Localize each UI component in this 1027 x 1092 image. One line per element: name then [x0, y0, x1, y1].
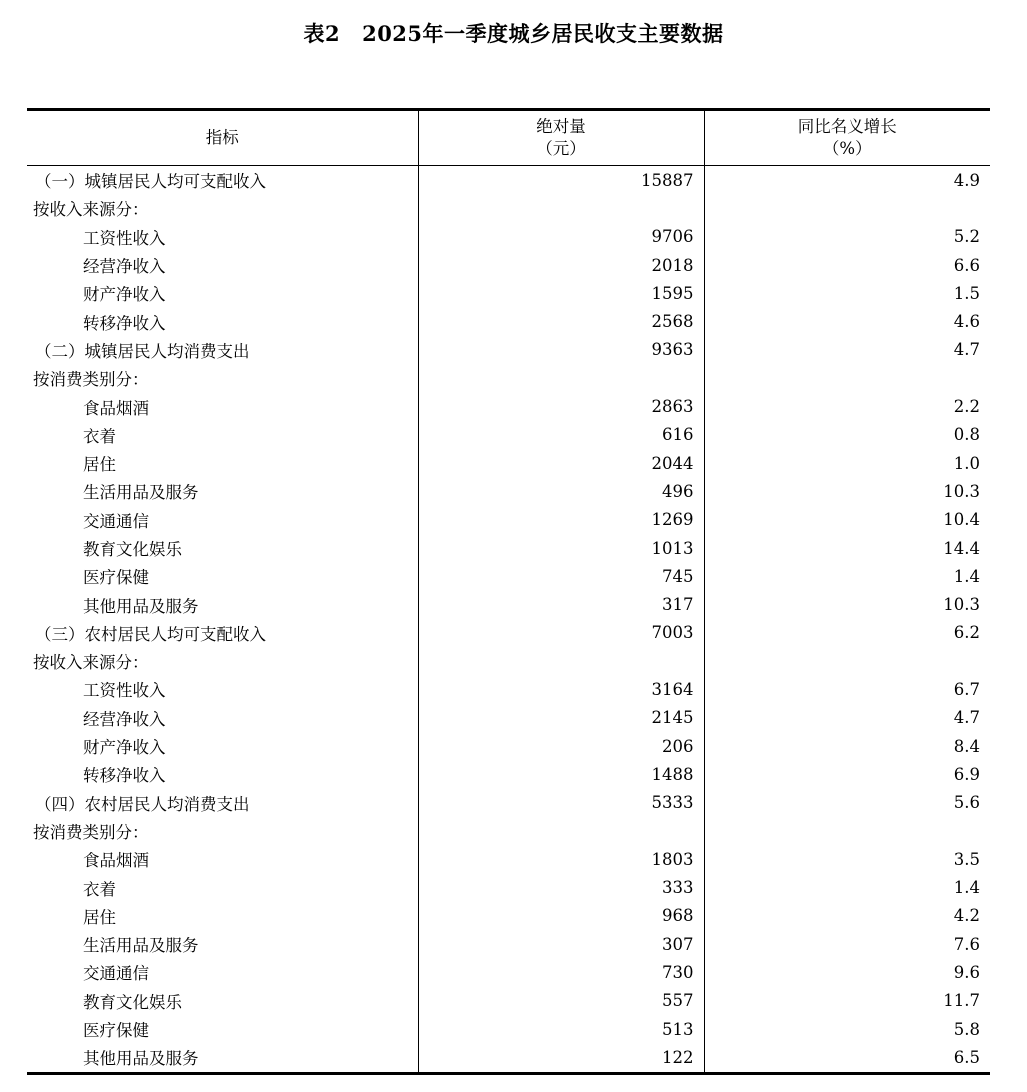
row-indicator: 交通通信 — [27, 958, 418, 986]
row-indicator: （二）城镇居民人均消费支出 — [27, 336, 418, 364]
row-indicator: 居住 — [27, 902, 418, 930]
row-indicator: 医疗保健 — [27, 1015, 418, 1043]
header-absolute-label: 绝对量 — [536, 117, 586, 136]
header-indicator: 指标 — [27, 110, 418, 166]
row-absolute-value: 9363 — [418, 336, 704, 364]
row-growth-value: 6.7 — [953, 679, 980, 699]
table-row — [27, 958, 990, 986]
row-growth-value: 6.5 — [704, 1043, 990, 1073]
table-row — [27, 873, 990, 901]
header-growth-label: 同比名义增长 — [797, 117, 897, 136]
row-indicator: 按消费类别分： — [27, 364, 418, 392]
row-growth-value: 4.2 — [953, 906, 980, 926]
row-growth-value: 10.3 — [943, 481, 980, 501]
row-growth-value: 1.4 — [953, 566, 980, 586]
row-indicator: 食品烟酒 — [27, 845, 418, 873]
header-absolute — [418, 110, 704, 166]
row-indicator: 转移净收入 — [27, 307, 418, 335]
table-row — [27, 732, 990, 760]
row-absolute-value: 307 — [418, 930, 704, 958]
row-growth-value: 14.4 — [943, 538, 980, 558]
table-row — [27, 675, 990, 703]
row-growth-value — [704, 194, 990, 222]
row-absolute-value: 7003 — [418, 619, 704, 647]
row-indicator: 衣着 — [27, 873, 418, 901]
row-absolute-value: 1595 — [418, 279, 704, 307]
table-title-text: 2025年一季度城乡居民收支主要数据 — [362, 21, 724, 46]
row-absolute-value: 616 — [418, 421, 704, 449]
row-indicator: 按收入来源分： — [27, 647, 418, 675]
row-absolute-value: 3164 — [418, 675, 704, 703]
row-indicator: 工资性收入 — [27, 223, 418, 251]
row-growth-value: 5.6 — [953, 793, 980, 813]
row-growth-value: 4.7 — [953, 708, 980, 728]
row-absolute-value: 2568 — [418, 307, 704, 335]
row-growth-value: 6.2 — [953, 623, 980, 643]
table-title — [0, 18, 1027, 48]
table-row — [27, 789, 990, 817]
row-indicator: 生活用品及服务 — [27, 477, 418, 505]
row-indicator: 转移净收入 — [27, 760, 418, 788]
table-row — [27, 704, 990, 732]
row-growth-value: 1.4 — [953, 878, 980, 898]
row-growth-value: 9.6 — [953, 962, 980, 982]
row-absolute-value — [418, 817, 704, 845]
table-row — [27, 194, 990, 222]
table-number: 表2 — [303, 21, 341, 46]
row-growth-value: 6.6 — [953, 255, 980, 275]
row-absolute-value: 557 — [418, 987, 704, 1015]
income-expenditure-table — [27, 108, 990, 1075]
row-growth-value: 10.3 — [943, 595, 980, 615]
table-row — [27, 336, 990, 364]
table-row — [27, 1015, 990, 1043]
row-indicator: （三）农村居民人均可支配收入 — [27, 619, 418, 647]
row-indicator: （四）农村居民人均消费支出 — [27, 789, 418, 817]
row-growth-value: 8.4 — [953, 736, 980, 756]
header-growth — [704, 110, 990, 166]
table-row — [27, 590, 990, 618]
table-row — [27, 477, 990, 505]
row-absolute-value: 1013 — [418, 534, 704, 562]
row-indicator: 交通通信 — [27, 506, 418, 534]
row-absolute-value: 2145 — [418, 704, 704, 732]
row-growth-value: 10.4 — [943, 510, 980, 530]
row-indicator: 按收入来源分： — [27, 194, 418, 222]
table-row — [27, 534, 990, 562]
row-growth-value: 4.6 — [953, 312, 980, 332]
row-growth-value: 6.9 — [953, 764, 980, 784]
header-absolute-unit: （元） — [536, 139, 586, 158]
row-growth-value: 0.8 — [953, 425, 980, 445]
row-indicator: 经营净收入 — [27, 251, 418, 279]
row-growth-value: 2.2 — [953, 397, 980, 417]
row-absolute-value: 496 — [418, 477, 704, 505]
table-row — [27, 364, 990, 392]
table-body — [27, 166, 990, 1074]
row-indicator: 其他用品及服务 — [27, 590, 418, 618]
table-row — [27, 251, 990, 279]
row-absolute-value: 333 — [418, 873, 704, 901]
row-growth-value: 4.7 — [953, 340, 980, 360]
row-absolute-value: 9706 — [418, 223, 704, 251]
table-row — [27, 223, 990, 251]
row-indicator: 财产净收入 — [27, 732, 418, 760]
row-absolute-value: 317 — [418, 590, 704, 618]
row-absolute-value: 968 — [418, 902, 704, 930]
row-absolute-value: 513 — [418, 1015, 704, 1043]
row-indicator: 医疗保健 — [27, 562, 418, 590]
row-indicator: 生活用品及服务 — [27, 930, 418, 958]
row-indicator: 衣着 — [27, 421, 418, 449]
table-header — [27, 110, 990, 166]
table-row — [27, 930, 990, 958]
table-row — [27, 647, 990, 675]
row-growth-value: 5.2 — [953, 227, 980, 247]
row-absolute-value: 730 — [418, 958, 704, 986]
row-growth-value: 4.9 — [953, 170, 980, 190]
table-row — [27, 506, 990, 534]
header-growth-unit: （%） — [822, 139, 872, 158]
row-absolute-value: 15887 — [418, 166, 704, 195]
table-row — [27, 392, 990, 420]
row-absolute-value: 122 — [418, 1043, 704, 1073]
row-growth-value: 3.5 — [953, 849, 980, 869]
row-growth-value — [704, 817, 990, 845]
row-absolute-value — [418, 647, 704, 675]
row-indicator: 食品烟酒 — [27, 392, 418, 420]
row-absolute-value: 745 — [418, 562, 704, 590]
row-growth-value: 11.7 — [943, 991, 980, 1011]
table-row — [27, 449, 990, 477]
table-row — [27, 902, 990, 930]
row-absolute-value: 2018 — [418, 251, 704, 279]
table-row — [27, 817, 990, 845]
row-absolute-value: 1269 — [418, 506, 704, 534]
row-absolute-value: 1803 — [418, 845, 704, 873]
table-row — [27, 987, 990, 1015]
row-growth-value: 1.5 — [953, 283, 980, 303]
row-indicator: 财产净收入 — [27, 279, 418, 307]
row-growth-value — [704, 647, 990, 675]
row-growth-value — [704, 364, 990, 392]
table-row — [27, 760, 990, 788]
row-absolute-value: 2044 — [418, 449, 704, 477]
table-row — [27, 279, 990, 307]
table-row — [27, 562, 990, 590]
table-row — [27, 845, 990, 873]
table-row — [27, 307, 990, 335]
table-row — [27, 421, 990, 449]
row-absolute-value — [418, 364, 704, 392]
row-indicator: 其他用品及服务 — [27, 1043, 418, 1073]
row-indicator: 经营净收入 — [27, 704, 418, 732]
table-row — [27, 166, 990, 195]
row-growth-value: 5.8 — [953, 1019, 980, 1039]
row-absolute-value: 206 — [418, 732, 704, 760]
row-absolute-value: 1488 — [418, 760, 704, 788]
row-indicator: 教育文化娱乐 — [27, 987, 418, 1015]
row-absolute-value: 2863 — [418, 392, 704, 420]
row-indicator: 居住 — [27, 449, 418, 477]
row-absolute-value: 5333 — [418, 789, 704, 817]
row-indicator: 工资性收入 — [27, 675, 418, 703]
row-growth-value: 7.6 — [953, 934, 980, 954]
row-growth-value: 1.0 — [953, 453, 980, 473]
row-indicator: 教育文化娱乐 — [27, 534, 418, 562]
table-row — [27, 619, 990, 647]
row-absolute-value — [418, 194, 704, 222]
row-indicator: （一）城镇居民人均可支配收入 — [27, 166, 418, 195]
row-indicator: 按消费类别分： — [27, 817, 418, 845]
table-row — [27, 1043, 990, 1073]
